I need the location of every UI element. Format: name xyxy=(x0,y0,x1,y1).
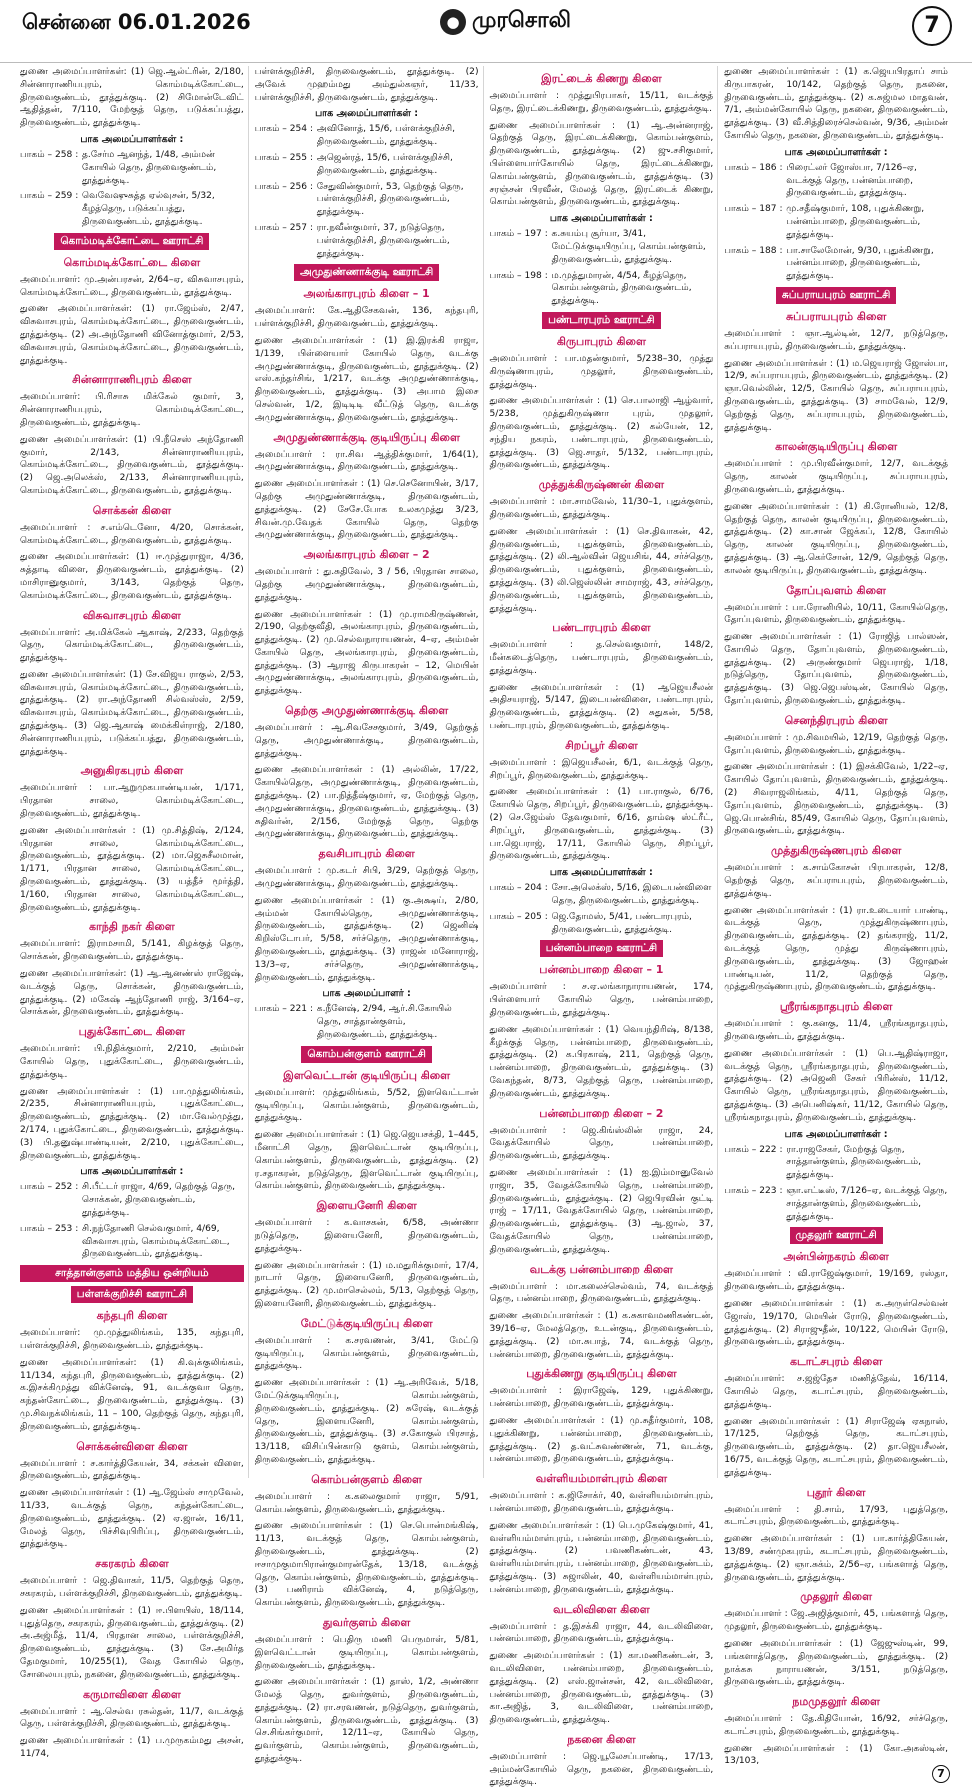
paragraph: துணை அமைப்பாளர்கள் : (1) கா.மணிகண்டன், 3, வடலிவிளை, பன்னம்பாறை, திருவைகுண்டம், தூத்துக்குடி. (2) எஸ்.ஜான்சன், 42, வடலிவிளை, பன்னம்பாறை, திருவைகுண்டம், தூத்துக்குடி. (3) கா.அஜித், 3, வடலிவிளை, பன்னம்பாறை, திருவைகுண்டம், தூத்துக்குடி. xyxy=(489,1651,714,1726)
paragraph: அமைப்பாளர்: மு.அன்பரசன், 2/64–ஏ, விசுவாசபுரம், கொம்மடிக்கோட்டை, திருவைகுண்டம், தூத்துக்குடி. xyxy=(20,274,244,298)
section-banner: சுப்பராயபுரம் ஊராட்சி xyxy=(776,287,896,304)
booth-number: பாகம் – 256 : xyxy=(254,181,314,192)
paragraph: துணை அமைப்பாளர்கள் : (1) தாஸ், 1/2, அண்ணா மேலத் தெரு, துவர்குளம், திருவைகுண்டம், தூத்துக்குடி. (2) ரா.சரவணன், நடுத்தெரு, துவர்குளம், கொம்பன்குளம், திருவைகுண்டம், தூத்துக்குடி. (3) செ.சிங்கர்குமார், 12/11–ஏ, கோயில் தெரு, துவர்குளம், கொம்பன்குளம், திருவைகுண்டம், தூத்துக்குடி. xyxy=(254,1677,479,1765)
branch-heading: வள்ளியம்மாள்புரம் கிளை xyxy=(535,1472,668,1486)
branch-heading: சகரகரம் கிளை xyxy=(95,1557,169,1571)
paragraph: துணை அமைப்பாளர்கள் : (1) பெ.ஆதிஷ்ராஜா, வடக்குத் தெரு, ஸ்ரீரங்கநாதபுரம், திருவைகுண்டம், தூத்துக்குடி. (2) அஜெனி சேகர் பிரின்ஸ், 11/12, கோயில் தெரு, ஸ்ரீரங்கநாதபுரம், திருவைகுண்டம், தூத்துக்குடி. (3) அபெனிஷ்கர், 11/12, கோயில் தெரு, ஸ்ரீரங்கநாதபுரம், திருவைகுண்டம், தூத்துக்குடி. xyxy=(724,1048,948,1123)
branch-heading: தவசிபாபுரம் கிளை xyxy=(318,847,415,861)
booth-row xyxy=(490,228,714,266)
booth-row xyxy=(724,1144,948,1182)
paragraph: அமைப்பாளர் : இஜெயசீலன், 6/1, வடக்குத் தெரு, சிறப்பூர், திருவைகுண்டம், தூத்துக்குடி. xyxy=(489,757,714,781)
elephant-icon: ● xyxy=(440,9,466,35)
paragraph: அமைப்பாளர் : மு.கடர் சிபி, 3/29, தெற்குத் தெரு, அமுதுண்ணாக்குடி, திருவைகுண்டம், தூத்துக்குடி. xyxy=(254,866,479,890)
paragraph: துணை அமைப்பாளர்கள் : (1) இசக்கிவேல், 1/22–ஏ, கோயில் தோப்புவளம், திருவைகுண்டம், தூத்துக்குடி. (2) சிவராஜலிங்கம், 4/11, தெற்குத் தெரு, தோப்புவளம், திருவைகுண்டம், தூத்துக்குடி. (3) ஜெ.பொன்சிங், 85/49, கோயில் தெரு, தோப்புவளம், திருவைகுண்டம், தூத்துக்குடி. xyxy=(724,762,948,837)
booth-row xyxy=(20,149,244,187)
union-banner: சாத்தான்குளம் மத்திய ஒன்றியம் xyxy=(20,1265,244,1282)
edition-date: சென்னை 06.01.2026 xyxy=(22,10,251,34)
branch-heading: வடலிவிளை கிளை xyxy=(553,1602,650,1616)
paragraph: துணை அமைப்பாளர்கள் : (1) கு.அக்ஷய், 2/80, அம்மன் கோயில்தெரு, அமுதுண்ணாக்குடி, திருவைகுண்டம், தூத்துக்குடி. (2) ஜெனிஷ் கிறிஸ்டோபர், 5/58, சர்ச்தெரு, அமுதுண்ணாக்குடி, திருவைகுண்டம், தூத்துக்குடி. (3) ராஜன் மனோராஜ், 13/3–ஏ, சர்ச்தெரு, அமுதுண்ணாக்குடி, திருவைகுண்டம், தூத்துக்குடி. xyxy=(254,895,479,983)
paragraph: அமைப்பாளர்: முத்துலிங்கம், 5/52, இளவெட்டான் குடியிருப்பு, கொம்பன்குளம், திருவைகுண்டம், தூத்துக்குடி. xyxy=(254,1087,479,1124)
booth-row xyxy=(490,911,714,937)
booth-number: பாகம் – 255 : xyxy=(254,152,314,163)
branch-heading: காந்தி நகர் கிளை xyxy=(89,920,175,934)
booth-number: பாகம் – 198 : xyxy=(489,270,548,281)
paragraph: அமைப்பாளர்: மு.முத்துலிங்கம், 135, கந்தபுரி, பள்ளக்குறிச்சி, திருவைகுண்டம், தூத்துக்குடி. xyxy=(20,1328,244,1351)
paragraph: அமைப்பாளர் : ஜெ.திவாகர், 11/5, தெற்குத் தெரு, சகரகரம், பள்ளக்குறிச்சி, திருவைகுண்டம், தூத்துக்குடி. xyxy=(20,1576,244,1599)
paragraph: அமைப்பாளர் : ஆ.சிவசேசகுமார், 3/49, தெற்குத் தெரு, அமுதுண்ணாக்குடி, திருவைகுண்டம், தூத்துக்குடி. xyxy=(254,723,479,759)
paragraph: அமைப்பாளர் : க.ஜிசோக்ர், 40, வள்ளியம்மாள்புரம், பன்னம்பாறை, திருவைகுண்டம், தூத்துக்குடி. xyxy=(489,1491,714,1514)
booth-text: த.சேர்ம ஆனந்த், 1/48, அம்மன் கோயில் தெரு, திருவைகுண்டம், தூத்துக்குடி. xyxy=(82,149,217,186)
paragraph: அமைப்பாளர் : த.செல்வகுமார், 148/2, மீன்கடைத்தெரு, பண்டாரபுரம், திருவைகுண்டம், தூத்துக்குடி. xyxy=(489,640,714,676)
booth-text: க.நீனேஷ், 2/94, ஆர்.சி.கோயில் தெரு, சாத்தான்குளம், திருவைகுண்டம், தூத்துக்குடி. xyxy=(316,1004,452,1041)
paragraph: துணை அமைப்பாளர்கள் : (1) செ.திவாகன், 42, திருவைகுண்டம், புதுக்குளம், திருவைகுண்டம், தூத்துக்குடி. (2) லி.ஆல்வின் ஜெயசிங், 44, சர்ச்தெரு, திருவைகுண்டம், புதுக்குளம், திருவைகுண்டம், தூத்துக்குடி. (3) லி.ஜெஸ்லின் சாமராஜ், 43, சர்ச்தெரு, திருவைகுண்டம், புதுக்குளம், திருவைகுண்டம், தூத்துக்குடி. xyxy=(489,526,714,614)
paragraph: துணை அமைப்பாளர்கள் : (1) மு.ராமகிருஷ்ணன், 2/190, தெற்குவீதி, அலங்காரபுரம், திருவைகுண்டம், தூத்துக்குடி. (2) மு.செல்வநாராயணன், 4–ஏ, அம்மன் கோயில் தெரு, அலங்காரபுரம், திருவைகுண்டம், தூத்துக்குடி. (3) ஆராஜ கிருபாகரன் – 12, மெயின் அமுதுண்ணாக்குடி, அலங்காரபுரம், திருவைகுண்டம், தூத்துக்குடி. xyxy=(254,609,479,697)
booth-text: பா.சாலேமோன், 9/30, புதுக்கிணறு, பன்னம்பாறை, திருவைகுண்டம், தூத்துக்குடி. xyxy=(786,245,934,282)
branch-heading: செனந்திரபுரம் கிளை xyxy=(784,713,888,727)
page-number: 7 xyxy=(912,6,952,46)
booth-number: பாகம் – 253 : xyxy=(20,1223,79,1234)
paragraph: துணை அமைப்பாளர்கள் : (1) ம.ஜெயராஜ் ஜோஸ்பா, 12/9, சுப்பராயபுரம், திருவைகுண்டம், தூத்துக்குடி. (2) ஞா.வெல்லின், 12/5, கோயில் தெரு, சுப்பராயபுரம், திருவைகுண்டம், தூத்துக்குடி. (3) சாமவேல், 12/9, தெற்குத் தெரு, சுப்பராயபுரம், திருவைகுண்டம், தூத்துக்குடி. xyxy=(724,358,948,433)
booth-number: பாகம் – 204 : xyxy=(489,883,548,894)
branch-heading: முத்துகிருஷ்ணபுரம் கிளை xyxy=(770,844,902,858)
branch-heading: கருமாவிளை கிளை xyxy=(82,1687,181,1701)
branch-heading: சுப்பராயபுரம் கிளை xyxy=(785,309,887,323)
paragraph: துணை அமைப்பாளர்கள் : (1) ப.முருகம்மது அசன், 11/74, xyxy=(20,1736,244,1759)
paragraph: துணை அமைப்பாளர்கள் : (1) கி.ரோனியல், 12/8, தெற்குத் தெரு, காலன் குடியிருப்பு, திருவைகுண்டம், தூத்துக்குடி. (2) கா.சான் ஜேக்கப், 12/8, கோயில் தெரு, காலன் குடியிருப்பு, திருவைகுண்டம், தூத்துக்குடி. (3) ஆ.கெர்சோன், 12/9, தெற்குத் தெரு, காலன் குடியிருப்பு, திருவைகுண்டம், தூத்துக்குடி. xyxy=(724,501,948,576)
paragraph: துணை அமைப்பாளர்கள் : (1) மு.சுதீர்குமார், 108, புதுக்கிணறு, பன்னம்பாறை, திருவைகுண்டம், தூத்துக்குடி. (2) த.வட்சுவண்ணன், 71, வடக்கு, பன்னம்பாறை, திருவைகுண்டம், தூத்துக்குடி. xyxy=(489,1415,714,1465)
section-banner: முதலூர் ஊராட்சி xyxy=(790,1227,883,1244)
branch-heading: சின்னாராணிபுரம் கிளை xyxy=(72,373,192,387)
branch-heading: தோப்புவளம் கிளை xyxy=(786,583,886,597)
paragraph: அமைப்பாளர்: பி.ரிசாசு மிக்கேல் குமார், 3, சின்னாராணியபுரம், கொம்மடிக்கோட்டை, திருவைகுண்டம், தூத்துக்குடி. xyxy=(20,392,244,428)
booth-text: ரா.ராஜசேகர், மேற்குத் தெரு, சாத்தான்குளம், திருவைகுண்டம், தூத்துக்குடி. xyxy=(786,1144,922,1181)
booth-text: ஜெ.தோமஸ், 5/41, பண்டாரபுரம், திருவைகுண்டம், தூத்துக்குடி. xyxy=(551,911,692,935)
branch-heading: பன்னம்பாறை கிளை – 1 xyxy=(539,963,664,977)
branch-heading: ஸ்ரீரங்கநாதபுரம் கிளை xyxy=(779,1000,893,1014)
booth-row xyxy=(724,162,948,200)
booth-number: பாகம் – 223 : xyxy=(724,1185,783,1196)
booth-text: ரா.நவீன்குமார், 37, நடுத்தெரு, பள்ளக்குறிச்சி, திருவைகுண்டம், தூத்துக்குடி. xyxy=(316,222,450,259)
branch-heading: பன்னம்பாறை கிளை – 2 xyxy=(539,1106,664,1120)
newspaper-name: முரசொலி xyxy=(472,8,571,33)
booth-number: பாகம் – 221 : xyxy=(254,1004,314,1015)
branch-heading: புதுக்கிணறு குடியிருப்பு கிளை xyxy=(526,1367,677,1381)
branch-heading: அன்பின்நகரம் கிளை xyxy=(783,1250,889,1264)
paragraph: அமைப்பாளர் : ஜெ.கிங்ஸ்லின் ராஜா, 24, வேதக்கோயில் தெரு, பன்னம்பாறை, திருவைகுண்டம், தூத்துக்குடி. xyxy=(489,1125,714,1162)
branch-heading: புதூர் கிளை xyxy=(806,1485,866,1499)
paragraph: அமைப்பாளர் : ஜே.அஜித்குமார், 45, பங்களாத் தெரு, முதலூர், திருவைகுண்டம், தூத்துக்குடி. xyxy=(724,1609,948,1633)
booth-number: பாகம் – 259 : xyxy=(20,191,79,202)
branch-heading: மேட்டுக்குடியிருப்பு கிளை xyxy=(300,1316,433,1330)
paragraph: அமைப்பாளர் : கு.கனகு, 11/4, ஸ்ரீரங்கநாதபுரம், திருவைகுண்டம், தூத்துக்குடி. xyxy=(724,1019,948,1043)
branch-heading: அலங்காரபுரம் கிளை – 1 xyxy=(303,287,430,301)
branch-heading: விசுவாசபுரம் கிளை xyxy=(82,608,181,622)
branch-heading: துவர்குளம் கிளை xyxy=(322,1615,411,1629)
paragraph: அமைப்பாளர் : மா.கலைச்செல்வம், 74, வடக்குத் தெரு, பன்னம்பாறை, திருவைகுண்டம், தூத்துக்குடி. xyxy=(489,1281,714,1305)
paragraph: துணை அமைப்பாளர்கள் : (1) அல்லின், 17/22, கோயில்தெரு, அமுதுண்ணாக்குடி, திருவைகுண்டம், தூத்துக்குடி. (2) பா.நித்தீஷ்குமார், ஏ, மேற்குத் தெரு, அமுதுண்ணாக்குடி, திருவைகுண்டம், தூத்துக்குடி. (3) சுதிவர்ன், 2/156, மேற்குத் தெரு, தெற்கு அமுதுண்ணாக்குடி, திருவைகுண்டம், தூத்துக்குடி. xyxy=(254,765,479,840)
subheading: பாக அமைப்பாளர்கள் : xyxy=(80,1166,184,1178)
paragraph: துணை அமைப்பாளர்கள் : (1) ஆ.அன்னராஜ், தெற்குத் தெரு, இரட்டைக்கிணறு, கொம்பன்குளம், திருவைகுண்டம், தூத்துக்குடி. (2) ஜு.சசிகுமார், பிள்ளையார்கோயில் தெரு, இரட்டைக்கிணறு, கொம்பன்குளம், திருவைகுண்டம், தூத்துக்குடி. (3) சரஞ்சன் பிரவீன், மேலத் தெரு, இரட்டைக் கிணறு, கொம்பன்குளம், திருவைகுண்டம், தூத்துக்குடி. xyxy=(489,120,714,208)
paragraph: அமைப்பாளர் : தி.சாம், 17/93, புதுத்தெரு, கடாட்சபுரம், திருவைகுண்டம், தூத்துக்குடி. xyxy=(724,1504,948,1528)
paragraph: பள்ளக்குறிச்சி, திருவைகுண்டம், தூத்துக்குடி. (2) அவேக் முஹம்மது அம்துல்கஞர், 11/33, பள்ளக்குறிச்சி, திருவைகுண்டம், தூத்துக்குடி. xyxy=(254,67,479,103)
paragraph: துணை அமைப்பாளர்கள் : (1) வெயந்திரிஷ், 8/138, கீழக்குத் தெரு, பன்னம்பாறை, திருவைகுண்டம், தூத்துக்குடி. (2) க.பிரகாஷ், 211, தெற்குத் தெரு, பன்னம்பாறை, திருவைகுண்டம், தூத்துக்குடி. (3) வேகந்தன், 8/73, தெற்குத் தெரு, பன்னம்பாறை, திருவைகுண்டம், தூத்துக்குடி. xyxy=(489,1024,714,1099)
branch-heading: முதலூர் கிளை xyxy=(800,1590,872,1604)
paragraph: துணை அமைப்பாளர்கள் : (1) செ.செனோயின், 3/17, தெற்கு அமுதுண்ணாக்குடி, திருவைகுண்டம், தூத்துக்குடி. (2) சேசே.போக உலகமுத்து 3/23, சிவன்.மு.வேதக் கோயில் தெரு, தெற்கு அமுதுண்ணாக்குடி, திருவைகுண்டம், தூத்துக்குடி. xyxy=(254,479,479,541)
branch-heading: இளவெட்டான் குடியிருப்பு கிளை xyxy=(283,1068,451,1082)
section-banner: கொம்மடிக்கோட்டை ஊராட்சி xyxy=(54,233,209,250)
booth-row xyxy=(490,270,714,308)
branch-heading: கொம்பன்குளம் கிளை xyxy=(311,1472,422,1486)
subheading: பாக அமைப்பாளர் : xyxy=(322,988,411,1000)
booth-row xyxy=(255,152,479,178)
paragraph: துணை அமைப்பாளர்கள் : (1) பெ.முகேஷ்குமார், 41, வள்ளியம்மாள்புரம், பன்னம்பாறை, திருவைகுண்டம், தூத்துக்குடி. (2) பவணிகண்டன், 43, வள்ளியம்மாள்புரம், பன்னம்பாறை, திருவைகுண்டம், தூத்துக்குடி. (3) சுஜாலின், 40, வள்ளியம்மாள்புரம், பன்னம்பாறை, திருவைகுண்டம், தூத்துக்குடி. xyxy=(489,1520,714,1595)
booth-text: சேதுவின்குமார், 53, தெற்குத் தெரு, பள்ளக்குறிச்சி, திருவைகுண்டம், தூத்துக்குடி. xyxy=(316,181,464,218)
branch-heading: சொக்கன் கிளை xyxy=(92,503,172,517)
paragraph: அமைப்பாளர்: ச.ஜஜ்தேச மணித்தேவ், 16/114, கோயில் தெரு, கடாட்சபுரம், திருவைகுண்டம், தூத்துக்குடி. xyxy=(724,1374,948,1410)
booth-number: பாகம் – 186 : xyxy=(724,162,783,173)
branch-heading: வடக்கு பன்னம்பாறை கிளை xyxy=(529,1262,673,1276)
booth-text: அஜென்ரத், 15/6, பள்ளக்குறிச்சி, திருவைகுண்டம், தூத்துக்குடி. xyxy=(316,152,453,176)
branch-heading: கிருபாபுரம் கிளை xyxy=(556,334,646,348)
paragraph: துணை அமைப்பாளர்கள் : (1) சிராஜேஷ் ஏகநாஸ், 17/125, தெற்குத் தெரு, கடாட்சபுரம், திருவைகுண்டம், தூத்துக்குடி. (2) தா.ஜெயசீலன், 16/75, வடக்குத் தெரு, கடாட்சபுரம், திருவைகுண்டம், தூத்துக்குடி. xyxy=(724,1416,948,1478)
booth-number: பாகம் – 187 : xyxy=(724,204,783,215)
booth-row xyxy=(490,882,714,908)
branch-heading: தெற்கு அமுதுண்ணாக்குடி கிளை xyxy=(285,704,449,718)
paragraph: துணை அமைப்பாளர்கள் : (1) மு.சித்திஷ், 2/124, பிரதான சாலை, கொம்மடிக்கோட்டை, திருவைகுண்டம், தூத்துக்குடி. (2) மா.ஜெசுசீலமான், 1/171, பிரதான சாலை, கொம்மடிக்கோட்டை, திருவைகுண்டம், தூத்துக்குடி. (3) யத்தீச் மூர்த்தி, 1/160, பிரதான சாலை, கொம்மடிக்கோட்டை, திருவைகுண்டம், தூத்துக்குடி. xyxy=(20,825,244,913)
branch-heading: நகனை கிளை xyxy=(567,1732,636,1746)
branch-heading: புதுக்கோட்டை கிளை xyxy=(78,1025,186,1039)
booth-row xyxy=(20,190,244,228)
paragraph: அமைப்பாளர் : க.சாம்கோசன் பிரபாகரன், 12/8, தெற்குத் தெரு, சுப்பராயபுரம், திருவைகுண்டம், தூத்துக்குடி. xyxy=(724,863,948,899)
paragraph: அமைப்பாளர் : பா.ஆறுமுகபாண்டியன், 1/171, பிரதான சாலை, கொம்மடிக்கோட்டை, திருவைகுண்டம், தூத்துக்குடி. xyxy=(20,783,244,820)
booth-number: பாகம் – 257 : xyxy=(254,222,314,233)
paragraph: அமைப்பாளர் : மு.சிவமயில், 12/19, தெற்குத் தெரு, தோப்புவளம், திருவைகுண்டம், தூத்துக்குடி. xyxy=(724,732,948,756)
branch-heading: இரட்டைக் கிணறு கிளை xyxy=(541,72,662,85)
booth-text: சோ.அலெக்ஸ், 5/16, இடையன்விளை தெரு, திருவைகுண்டம், தூத்துக்குடி. xyxy=(551,883,712,907)
paragraph: அமைப்பாளர் : ச.கார்த்திகேயன், 34, சக்கன் விளை, திருவைகுண்டம், தூத்துக்குடி. xyxy=(20,1458,244,1482)
paragraph: துணை அமைப்பாளர்கள் : (1) ஐ.இம்மானுவேல் ராஜா, 35, வேதக்கோயில் தெரு, பன்னம்பாறை, திருவைகுண்டம், தூத்துக்குடி. (2) ஜெபிரவின் குட்டி ராஜ் – 17/11, வேதக்கோயில் தெரு, பன்னம்பாறை, திருவைகுண்டம், தூத்துக்குடி. (3) ஆ.ஜால், 37, வேதக்கோயில் தெரு, பன்னம்பாறை, திருவைகுண்டம், தூத்துக்குடி. xyxy=(489,1168,714,1255)
booth-row xyxy=(255,1003,479,1041)
paragraph: அமைப்பாளர் : வி.ராஜேஷ்குமார், 19/169, ரஸ்தா, திருவைகுண்டம், தூத்துக்குடி. xyxy=(724,1269,948,1293)
booth-number: பாகம் – 254 : xyxy=(254,124,314,135)
paragraph: அமைப்பாளர் : பெதிரு மணி பெருமாள், 5/81, இளவெட்டான் குடியிருப்பு, கொம்பன்குளம், திருவைகுண்டம், தூத்துக்குடி. xyxy=(254,1634,479,1671)
branch-heading: சிறப்பூர் கிளை xyxy=(565,738,638,752)
paragraph: துணை அமைப்பாளர்கள் : (1) பா.முத்துலிங்கம், 2/235, சின்னாராணியபுரம், புதுக்கோட்டை, திருவைகுண்டம், தூத்துக்குடி. (2) மா.வேல்முத்து, 2/174, புதுக்கோட்டை, திருவைகுண்டம், தூத்துக்குடி. (3) பி.தனுஷ்பாண்டியன், 2/210, புதுக்கோட்டை, திருவைகுண்டம், தூத்துக்குடி. xyxy=(20,1086,244,1161)
paragraph: துணை அமைப்பாளர்கள் : (1) க.அருள்செல்வன் ஜோஸ், 19/170, மெயின் ரோடு, திருவைகுண்டம், தூத்துக்குடி. (2) சிராஜுதீன், 10/122, மெயின் ரோடு, திருவைகுண்டம், தூத்துக்குடி. xyxy=(724,1298,948,1348)
column-4 xyxy=(724,66,952,1767)
paragraph: துணை அமைப்பாளர்கள் : (1) ஜேஜுஸ்டின், 99, பங்களாத்தெரு, திருவைகுண்டம், தூத்துக்குடி. (2) நாக்கசு நாராயணன், 3/151, நடுத்தெரு, திருவைகுண்டம், தூத்துக்குடி. xyxy=(724,1638,948,1688)
paragraph: அமைப்பாளர்: இராமசாமி, 5/141, கிழக்குத் தெரு, சொக்கன், திருவைகுண்டம், தூத்துக்குடி. xyxy=(20,939,244,963)
paragraph: அமைப்பாளர் : ஆ.செல்வ ரசுல்தன், 11/7, வடக்குத் தெரு, பள்ளக்குறிச்சி, திருவைகுண்டம், தூத்துக்குடி. xyxy=(20,1706,244,1730)
subheading: பாக அமைப்பாளர்கள் : xyxy=(315,108,419,120)
paragraph: துணை அமைப்பாளர்கள் : (1) செ.பாலாஜி ஆழ்வார், 5/238, முத்துகிருஷ்ணா புரம், முதலூர், திருவைகுண்டம், தூத்துக்குடி. (2) கல்யேன், 12, சந்திய நகரம், பண்டாரபுரம், திருவைகுண்டம், தூத்துக்குடி. (3) ஜெ.சாதர், 5/132, பண்டாரபுரம், திருவைகுண்டம், தூத்துக்குடி. xyxy=(489,396,714,471)
branch-heading: நமமுதலூர் கிளை xyxy=(792,1695,880,1709)
booth-row xyxy=(255,222,479,260)
paragraph: துணை அமைப்பாளர்கள் : (1) பா.கார்த்திகேயன், 13/89, சண்முகபுரம், கடாட்சபுரம், திருவைகுண்டம், தூத்துக்குடி. (2) ஞா.சுக்ம், 2/56–ஏ, பங்களாத் தெரு, திருவைகுண்டம், தூத்துக்குடி. xyxy=(724,1534,948,1583)
paragraph: துணை அமைப்பாளர்கள்: (1) ஜெ.ஆல்ட்ரின், 2/180, சின்னாராணியபுரம், கொம்மடிக்கோட்டை, திருவைகுண்டம், தூத்துக்குடி. (2) சிமோன்டேவிட் ஆதித்தன், 7/110, மேற்குத் தெரு, படுக்கப்பத்து, திருவைகுண்டம், தூத்துக்குடி. xyxy=(20,67,244,129)
branch-heading: இளையனேரி கிளை xyxy=(316,1199,417,1213)
branch-heading: சொக்கன்விளை கிளை xyxy=(76,1439,188,1453)
booth-text: ம.முத்துமாரன், 4/54, கீழத்தெரு, கொம்பன்குளம், திருவைகுண்டம், தூத்துக்குடி. xyxy=(551,270,692,307)
paragraph: அமைப்பாளர்: அ.மிக்கேல் ஆகாஷ், 2/233, தெற்குத் தெரு, கொம்மடிக்கோட்டை, திருவைகுண்டம், தூத்துக்குடி. xyxy=(20,627,244,664)
paragraph: அமைப்பாளர் : த.இசக்கி ராஜா, 44, வடலிவிளை, பன்னம்பாறை, திருவைகுண்டம், தூத்துக்குடி. xyxy=(489,1621,714,1645)
booth-text: க.சுயம்பு சூர்யா, 3/41, மேட்டுக்குடியிருப்பு, கொம்பன்குளம், திருவைகுண்டம், தூத்துக்குடி. xyxy=(551,229,706,265)
paragraph: துணை அமைப்பாளர்கள்: (1) ரா.ஜேம்ஸ், 2/47, விசுவாசபுரம், கொம்மடிக்கோட்டை, திருவைகுண்டம், தூத்துக்குடி. (2) அ.அந்தோணி வினோத்குமார், 2/53, விசுவாசபுரம், கொம்மடிக்கோட்டை, திருவைகுண்டம், தூத்துக்குடி. xyxy=(20,304,244,366)
paragraph: துணை அமைப்பாளர்கள் : (1) ஆ.அரிவேக், 5/18, மேட்டுக்குடியிருப்பு, கொம்பன்குளம், திருவைகுண்டம், தூத்துக்குடி. (2) சுரேஷ், வடக்குத் தெரு, இளையனேரி, கொம்பன்குளம், திருவைகுண்டம், தூத்துக்குடி. (3) ச.கோகுல் பிரசாத், 13/118, விசிப்பின்காடு குளம், கொம்பன்குளம், திருவைகுண்டம், தூத்துக்குடி. xyxy=(254,1378,479,1465)
subheading: பாக அமைப்பாளர்கள் : xyxy=(549,867,653,879)
branch-heading: கடாட்சபுரம் கிளை xyxy=(789,1355,883,1369)
booth-row xyxy=(724,203,948,241)
paragraph: அமைப்பாளர்: கே.ஆதிசேகவன், 136, கந்தபுரி, பள்ளக்குறிச்சி, திருவைகுண்டம், தூத்துக்குடி. xyxy=(254,306,479,330)
section-banner: கொம்பன்குளம் ஊராட்சி xyxy=(301,1046,431,1063)
booth-row xyxy=(20,1181,244,1219)
booth-number: பாகம் – 252 : xyxy=(20,1182,79,1193)
paragraph: துணை அமைப்பாளர்கள் : (1) இ.இரக்கி ராஜா, 1/139, பிள்ளையார் கோயில் தெரு, வடக்கு அமுதுண்ணாக்குடி, திருவைகுண்டம், தூத்துக்குடி. (2) எஸ்.கந்தர்சிங், 1/217, வடக்கு அமுதுண்ணாக்குடி, திருவைகுண்டம், தூத்துக்குடி. (3) அபாம இசை செல்வன், 1/2, இடிடிடி வீட்டுத் தெரு, வடக்கு அமுதுண்ணாக்குடி, திருவைகுண்டம், தூத்துக்குடி. xyxy=(254,335,479,423)
paragraph: துணை அமைப்பாளர்கள்: (1) பி.நீசெஸ் அந்தோணி குமார், 2/143, சின்னாராணியபுரம், கொம்மடிக்கோட்டை, திருவைகுண்டம், தூத்துக்குடி. (2) ஜெ.அலெக்ஸ், 2/133, சின்னாராணியபுரம், கொம்மடிக்கோட்டை, திருவைகுண்டம், தூத்துக்குடி. xyxy=(20,434,244,496)
paragraph: அமைப்பாளர் : மா.சாமவேல், 11/30–1, புதுக்குளம், திருவைகுண்டம், தூத்துக்குடி. xyxy=(489,497,714,520)
masthead xyxy=(0,0,972,63)
paragraph: அமைப்பாளர் : க.வாசகன், 6/58, அண்ணா நடுத்தெரு, இளையனேரி, திருவைகுண்டம், தூத்துக்குடி. xyxy=(254,1218,479,1254)
paragraph: அமைப்பாளர் : ச.எம்டெனோ, 4/20, சொக்கன், கொம்மடிக்கோட்டை, திருவைகுண்டம், தூத்துக்குடி. xyxy=(20,522,244,546)
paragraph: துணை அமைப்பாளர்கள் : (1) ஆஜெயசீலன் அதிசயராஜ், 5/147, இடையன்விளை, பண்டாரபுரம், திருவைகுண்டம், தூத்துக்குடி. (2) சுதுகன், 5/58, பண்டாரபுரம், திருவைகுண்டம், தூத்துக்குடி. xyxy=(489,682,714,732)
paragraph: அமைப்பாளர் : ரா.சிவ ஆத்திக்குமார், 1/64(1), அமுதுண்ணாக்குடி, திருவைகுண்டம், தூத்துக்குடி. xyxy=(254,449,479,473)
booth-row xyxy=(255,123,479,149)
paragraph: அமைப்பாளர் : ச.ஏ.லங்காநாராயணன், 174, பிள்ளையார் கோயில் தெரு, பன்னம்பாறை, திருவைகுண்டம், தூத்துக்குடி. xyxy=(489,982,714,1019)
booth-number: பாகம் – 188 : xyxy=(724,245,783,256)
paragraph: துணை அமைப்பாளர்கள் : (1) செ.பொன்மங்கிஷ், 11/13, வடக்குத் தெரு, கொம்பன்குளம், திருவைகுண்டம், தூத்துக்குடி. (2) ஈசாமுகுமாபிரான்குமாரன்தேக், 13/18, வடக்குத் தெரு, கொம்பன்குளம், திருவைகுண்டம், தூத்துக்குடி. (3) பணிராம் விக்னேஷ், 4, நடுத்தெரு, கொம்பன்குளம், திருவைகுண்டம், தூத்துக்குடி. xyxy=(254,1521,479,1609)
booth-number: பாகம் – 222 : xyxy=(724,1144,783,1155)
section-banner: பள்ளக்குறிச்சி ஊராட்சி xyxy=(71,1286,193,1303)
paragraph: அமைப்பாளர் : முத்துபிரபாகர், 15/11, வடக்குத் தெரு, இரட்டைக்கிணறு, திருவைகுண்டம், தூத்துக்குடி. xyxy=(489,91,714,114)
branch-heading: முத்துக்கிருஷ்ணன் கிளை xyxy=(538,478,665,492)
paragraph: அமைப்பாளர் : ஜெ.யூலேசப்பாண்டி, 17/13, அம்மன்கோயில் தெரு, நகனை, திருவைகுண்டம், தூத்துக்குடி. xyxy=(489,1751,714,1788)
booth-row xyxy=(724,1185,948,1223)
booth-row xyxy=(20,1223,244,1261)
column-3 xyxy=(489,66,719,1788)
paragraph: அமைப்பாளர் : ஞா.ஆல்டின், 12/7, நடுத்தெரு, சுப்பராயபுரம், திருவைகுண்டம், தூத்துக்குடி. xyxy=(724,328,948,352)
paragraph: துணை அமைப்பாளர்கள் : (1) ஜெ.ஜெயசக்தி, 1–445, மீனாட்சி தெரு, இளவெட்டான் குடியிருப்பு, கொம்பன்குளம், திருவைகுண்டம், தூத்துக்குடி. (2) ர.சதாகரன், நடுத்தெரு, இளவெட்டான் குடியிருப்பு, கொம்பன்குளம், திருவைகுண்டம், தூத்துக்குடி. xyxy=(254,1130,479,1192)
branch-heading: அலங்காரபுரம் கிளை – 2 xyxy=(303,548,430,562)
footer-page-number: 7 xyxy=(932,1765,950,1783)
paragraph: அமைப்பாளர் : தே.கிதியோன், 16/92, சர்ச்தெரு, கடாட்சபுரம், திருவைகுண்டம், தூத்துக்குடி. xyxy=(724,1714,948,1737)
booth-row xyxy=(255,181,479,219)
branch-heading: காலன்குடியிருப்பு கிளை xyxy=(775,440,898,454)
booth-number: பாகம் – 258 : xyxy=(20,149,79,160)
column-2 xyxy=(254,66,484,1765)
booth-text: மு.சதீஷ்குமார், 108, புதுக்கிணறு, பன்னம்பாறை, திருவைகுண்டம், தூத்துக்குடி. xyxy=(786,204,925,240)
subheading: பாக அமைப்பாளர்கள் : xyxy=(80,133,184,145)
paragraph: அமைப்பாளர் : இராஜேஷ், 129, புதுக்கிணறு, பன்னம்பாறை, திருவைகுண்டம், தூத்துக்குடி. xyxy=(489,1386,714,1410)
subheading: பாக அமைப்பாளர்கள் : xyxy=(549,213,653,225)
paragraph: துணை அமைப்பாளர்கள் : (1) ரா.உடையார் பாண்டி, வடக்குத் தெரு, முத்துகிருஷ்ணாபுரம், திருவைகுண்டம், தூத்துக்குடி. (2) தங்கராஜ், 11/2, வடக்குத் தெரு, முத்து கிருஷ்ணாபுரம், திருவைகுண்டம், தூத்துக்குடி. (3) ஜோஹன் பாண்டியன், 11/2, தெற்குத் தெரு, முத்துகிருஷ்ணாபுரம், திருவைகுண்டம், தூத்துக்குடி. xyxy=(724,905,948,993)
paragraph: துணை அமைப்பாளர்கள் : (1) ம.மதுரிக்குமார், 17/4, நாடார் தெரு, இளையனேரி, திருவைகுண்டம், தூத்துக்குடி. (2) மு.மாசெல்லம், 5/13, தெற்குத் தெரு, இளையனேரி, திருவைகுண்டம், தூத்துக்குடி. xyxy=(254,1260,479,1309)
paragraph: துணை அமைப்பாளர்கள்: (1) சே.விஜய ராகுல், 2/53, விசுவாசபுரம், கொம்மடிக்கோட்டை, திருவைகுண்டம், தூத்துக்குடி. (2) ரா.அந்தோணி சில்வஸ்ஸ், 2/59, விசுவாசபுரம், கொம்மடிக்கோட்டை, திருவைகுண்டம், தூத்துக்குடி. (3) ஜெ.ஆகாஷ் மைக்கிள்ராஜ், 2/180, சின்னாராணியபுரம், படுக்கப்பத்து, திருவைகுண்டம், தூத்துக்குடி. xyxy=(20,669,244,757)
paragraph: துணை அமைப்பாளர்கள் : (1) கோ.அகஸ்டின், 13/103, xyxy=(724,1743,948,1767)
paragraph: துணை அமைப்பாளர்கள் : (1) ரோஜித் பால்ஸன், கோயில் தெரு, தோப்புவளம், திருவைகுண்டம், தூத்துக்குடி. (2) அருண்குமார் ஜெபராஜ், 1/18, நடுத்தெரு, தோப்புவளம், திருவைகுண்டம், தூத்துக்குடி. (3) ஜெ.ஜெபஸ்டின், கோயில் தெரு, தோப்புவளம், திருவைகுண்டம், தூத்துக்குடி. xyxy=(724,632,948,707)
paragraph: அமைப்பாளர் : க.சரவணன், 3/41, மேட்டு குடியிருப்பு, கொம்பன்குளம், திருவைகுண்டம், தூத்துக்குடி. xyxy=(254,1335,479,1372)
paragraph: துணை அமைப்பாளர்கள் : (1) பா.ராகுல், 6/76, கோயில் தெரு, சிறப்பூர், திருவைகுண்டம், தூத்துக்குடி. (2) செ.ஜேம்ஸ் தேவகுமார், 6/16, தாம்ஷ ஸ்ட்ரீட், சிறப்பூர், திருவைகுண்டம், தூத்துக்குடி. (3) பா.ஜெபராஜ், 17/11, கோயில் தெரு, சிறப்பூர், திருவைகுண்டம், தூத்துக்குடி. xyxy=(489,787,714,862)
paragraph: அமைப்பாளர் : பா.மதன்குமார், 5/238–30, முத்து கிருஷ்ணாபுரம், முதலூர், திருவைகுண்டம், தூத்துக்குடி. xyxy=(489,353,714,390)
branch-heading: பண்டாரபுரம் கிளை xyxy=(552,621,651,635)
booth-text: ஞா.எட்டீஸ், 7/126–ஏ, வடக்குத் தெரு, சாத்தான்குளம், திருவைகுண்டம், தூத்துக்குடி. xyxy=(786,1185,948,1222)
paragraph: துணை அமைப்பாளர்கள் : (1) ஈ.பிளயிஸ், 18/114, புதுத்தெரு, சகரகரம், திருவைகுண்டம், தூத்துக்குடி. (2) அ.அஜ்மீத், 11/4, பிரதான சாலை, பள்ளக்குறிச்சி, திருவைகுண்டம், தூத்துக்குடி. (3) சே.அமிர்த தேமகுமார், 10/255(1), வேத கோயில் தெரு, சோலையபுரம், நகனை, திருவைகுண்டம், தூத்துக்குடி. xyxy=(20,1605,244,1680)
branch-heading: அனுகிரகபுரம் கிளை xyxy=(80,764,184,778)
paragraph: துணை அமைப்பாளர்கள்: (1) ஆ.ஆனண்ஸ் ராஜேஷ், வடக்குத் தெரு, சொக்கன், திருவைகுண்டம், தூத்துக்குடி. (2) மகேஷ் ஆந்தோணி ராஜ், 3/164–ஏ, சொக்கன், திருவைகுண்டம், தூத்துக்குடி. xyxy=(20,969,244,1018)
booth-text: சி.நந்தோணி செல்வகுமார், 4/69, விசுவாசபுரம், கொம்மடிக்கோட்டை, திருவைகுண்டம், தூத்துக்குடி. xyxy=(82,1223,230,1260)
branch-heading: கந்தபுரி கிளை xyxy=(96,1309,168,1323)
paragraph: அமைப்பாளர் : பா.ரோனியில், 10/11, கோயில்தெரு, தோப்புவளம், திருவைகுண்டம், தூத்துக்குடி. xyxy=(724,602,948,626)
column-1 xyxy=(20,66,249,1759)
article-columns xyxy=(20,66,952,1788)
subheading: பாக அமைப்பாளர்கள் : xyxy=(784,1128,888,1140)
paragraph: அமைப்பாளர் : க.கலைகுமார் ராஜா, 5/91, கொம்பன்குளம், திருவைகுண்டம், தூத்துக்குடி. xyxy=(254,1491,479,1515)
subheading: பாக அமைப்பாளர்கள் : xyxy=(784,146,888,158)
newspaper-logo xyxy=(440,8,571,36)
branch-heading: கொம்மடிக்கோட்டை கிளை xyxy=(63,255,201,269)
booth-text: பிரைட்லர் ஜோஸ்பா, 7/126–ஏ, வடக்குத் தெரு, பன்னம்பாறை, திருவைகுண்டம், தூத்துக்குடி. xyxy=(786,162,917,199)
booth-row xyxy=(724,245,948,283)
paragraph: துணை அமைப்பாளர்கள்: (1) ஈ.முத்துராஜா, 4/36, சுத்தாடி விளை, திருவைகுண்டம், தூத்துக்குடி. (2) மாசிரானுகுமார், 3/143, தெற்குத் தெரு, கொம்மடிக்கோட்டை, திருவைகுண்டம், தூத்துக்குடி. xyxy=(20,552,244,601)
paragraph: அமைப்பாளர் : மு.பிரவீன்குமார், 12/7, வடக்குத் தெரு, காலன் குடியிருப்பு, சுப்பராயபுரம், திருவைகுண்டம், தூத்துக்குடி. xyxy=(724,459,948,495)
paragraph: துணை அமைப்பாளர்கள் : (1) க.சுகாவமணிகண்டன், 39/16–ஏ, மேலத்தெரு, உடன்குடி, திருவைகுண்டம், தூத்துக்குடி. (2) மா.சுபாத், 74, வடக்குத் தெரு, பன்னம்பாறை, திருவைகுண்டம், தூத்துக்குடி. xyxy=(489,1311,714,1360)
paragraph: அமைப்பாளர்: பி.நிதிக்குமார், 2/210, அம்மன் கோயில் தெரு, புதுக்கோட்டை, திருவைகுண்டம், தூத்துக்குடி. xyxy=(20,1044,244,1080)
paragraph: அமைப்பாளர் : து.சுதிவேல், 3 / 56, பிரதான சாலை, தெற்கு அமுதுண்ணாக்குடி, திருவைகுண்டம், தூத்துக்குடி. xyxy=(254,567,479,603)
branch-heading: அமுதுண்ணாக்குடி குடியிருப்பு கிளை xyxy=(273,430,460,444)
paragraph: துணை அமைப்பாளர்கள்: (1) கி.வுக்குலிங்கம், 11/134, கந்தபுரி, திருவைகுண்டம், தூத்துக்குடி. (2) க.இசக்கிமுத்து விக்னேஷ், 91, வடக்குவா தெரு, கந்தன்கோட்டை, திருவைகுண்டம், தூத்துக்குடி. (3) மு.சிவநக்லிங்கம், 11 – 100, தெற்குத் தெரு, கந்தபுரி, திருவைகுண்டம், தூத்துக்குடி. xyxy=(20,1357,244,1432)
booth-number: பாகம் – 205 : xyxy=(489,911,548,922)
section-banner: அமுதுண்ணாக்குடி ஊராட்சி xyxy=(294,264,439,281)
booth-text: வெவேஷுசுத்த ஏல்வுசன், 5/32, கீழத்தெரு, படுக்கப்பத்து, திருவைகுண்டம், தூத்துக்குடி. xyxy=(82,191,215,227)
section-banner: பன்னம்பாறை ஊராட்சி xyxy=(540,940,663,957)
booth-text: சி.பீட்டர் ராஜா, 4/69, தெற்குத் தெரு, சொக்கன், திருவைகுண்டம், தூத்துக்குடி. xyxy=(82,1182,236,1218)
section-banner: பண்டாரபுரம் ஊராட்சி xyxy=(542,312,661,329)
booth-text: அவினோத், 15/6, பள்ளக்குறிச்சி, திருவைகுண்டம், தூத்துக்குடி. xyxy=(316,124,456,148)
paragraph: துணை அமைப்பாளர்கள் : (1) க.ஜெயபிரதாப் சாம் கிருபாகரன், 10/142, தெற்குத் தெரு, நகனை, திருவைகுண்டம், தூத்துக்குடி. (2) க.சுஜ்மல மாதவன், 7/1, அம்மன்கோயில் தெரு, நகனை, திருவைகுண்டம், தூத்துக்குடி. (3) வீ.சித்திரைச்செல்வன், 9/36, அம்மன் கோயில் தெரு, நகனை, திருவைகுண்டம், தூத்துக்குடி. xyxy=(724,67,948,141)
booth-number: பாகம் – 197 : xyxy=(489,229,548,240)
paragraph: துணை அமைப்பாளர்கள் : (1) ஆ.ஜேம்ஸ் சாமுவேல், 11/33, வடக்குத் தெரு, கந்தன்கோட்டை, திருவைகுண்டம், தூத்துக்குடி. (2) ஏ.ஜான், 16/11, மேலத் தெரு, பிச்சிவுபிரிப்பு, திருவைகுண்டம், தூத்துக்குடி. xyxy=(20,1488,244,1550)
